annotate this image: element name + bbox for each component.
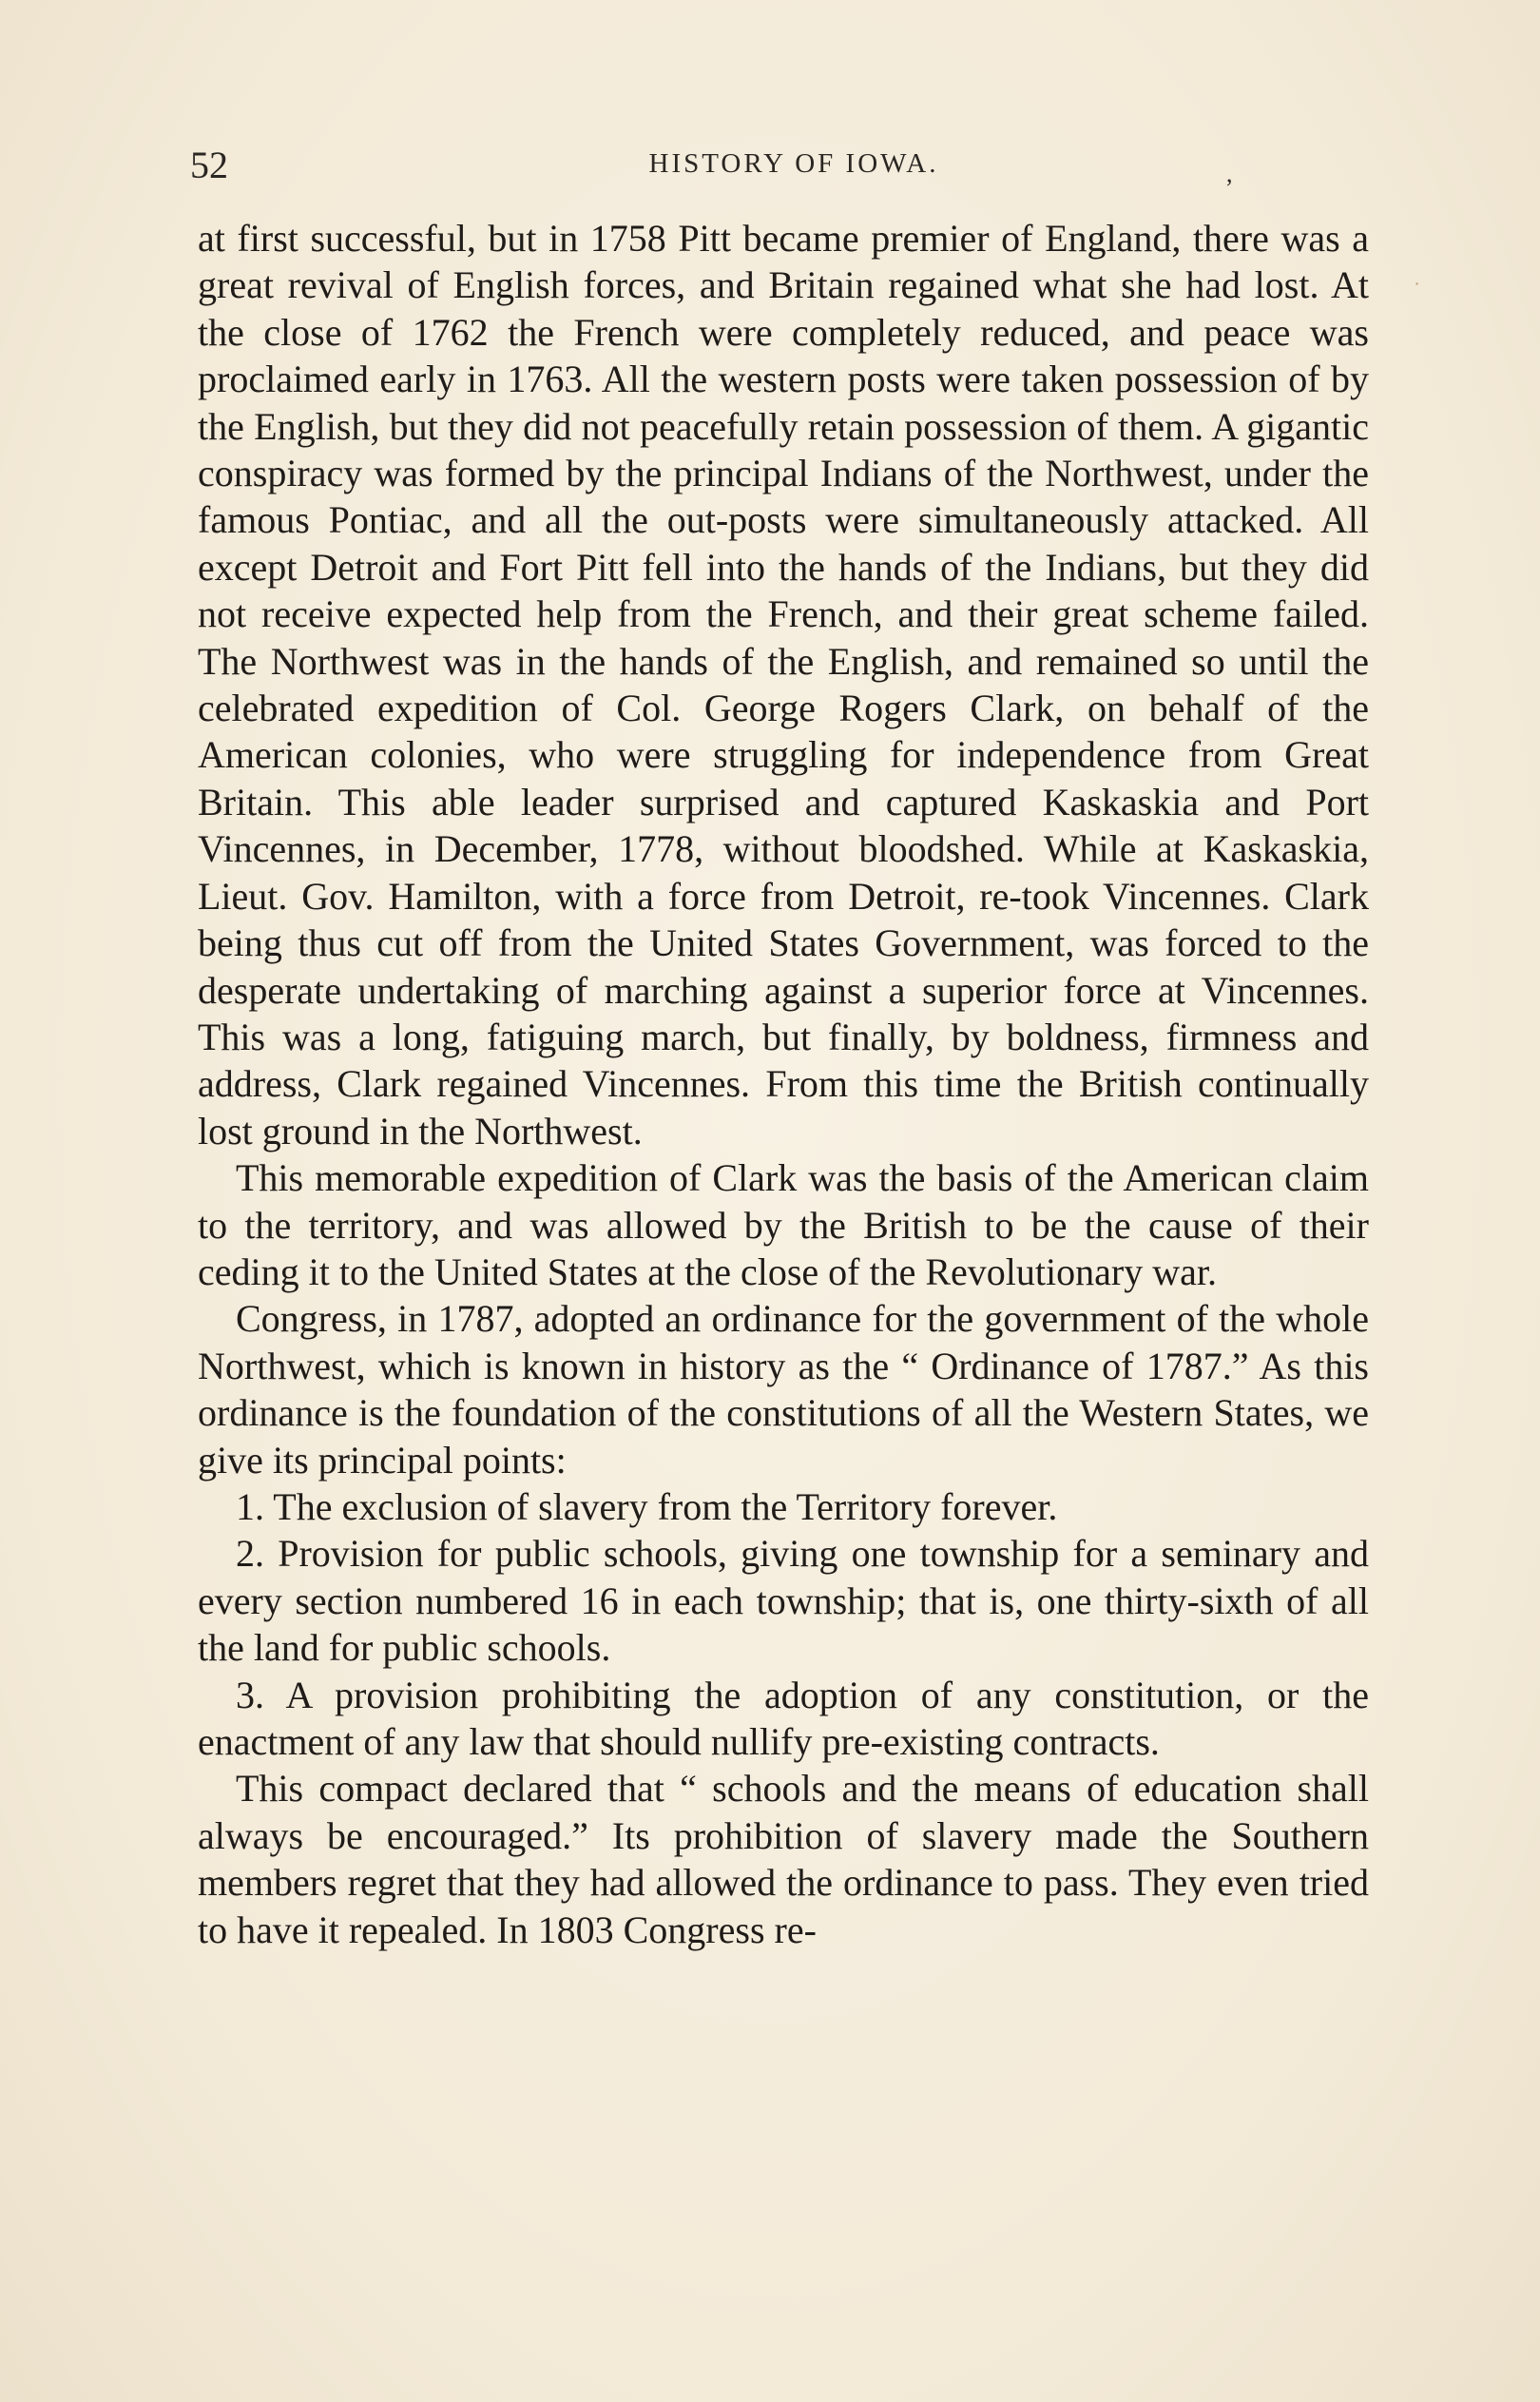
list-item-contracts: 3. A provision prohibiting the adoption of any constitution, or the enactment of any law that should nullify pre-existing contracts. bbox=[198, 1673, 1369, 1763]
list-item-slavery: 1. The exclusion of slavery from the Territory forever. bbox=[236, 1484, 1058, 1528]
paragraph-continuation: at first successful, but in 1758 Pitt became premier of England, there was a great revival of English forces, and Britain regained what she had lost. At the close of 1762 the French were completely reduced, and peace was proclaimed early in 1763. All the western posts were taken possession of by the English, but they did not peacefully retain possession of them. A gigantic conspiracy was formed by the principal Indians of the Northwest, under the famous Pontiac, and all the out-posts were simultaneously attacked. All except Detroit and Fort Pitt fell into the hands of the Indians, but they did not receive expected help from the French, and their great scheme failed. The Northwest was in the hands of the English, and remained so until the celebrated expedition of Col. George Rogers Clark, on behalf of the American colonies, who were struggling for independence from Great Britain. This able leader surprised and captured Kaskaskia and Port Vincennes, in December, 1778, without bloodshed. While at Kaskaskia, Lieut. Gov. Hamilton, with a force from Detroit, re-took Vincennes. Clark being thus cut off from the United States Government, was forced to the desperate undertaking of marching against a superior force at Vincennes. This was a long, fatiguing march, but finally, by boldness, firmness and address, Clark regained Vincennes. From this time the British continually lost ground in the Northwest. bbox=[198, 217, 1369, 1153]
running-head: HISTORY OF IOWA. bbox=[648, 148, 939, 179]
list-item-schools: 2. Provision for public schools, giving one township for a seminary and every section numbered 16 in each township; that is, one thirty-sixth of all the land for public schools. bbox=[198, 1532, 1369, 1670]
margin-mark: ∙ bbox=[1415, 274, 1419, 295]
page-header bbox=[190, 143, 1397, 200]
header-mark: , bbox=[1226, 160, 1233, 187]
paragraph-clark-expedition: This memorable expedition of Clark was the basis of the American claim to the territory, and was allowed by the British to be the cause of their ceding it to the United States at the close of the Revolutionary war. bbox=[198, 1156, 1369, 1293]
paragraph-ordinance-1787: Congress, in 1787, adopted an ordinance for the government of the whole Northwest, which is known in history as the “ Ordinance of 1787.” As this ordinance is the foundation of the constitutions of all the Western States, we give its principal points: bbox=[198, 1297, 1369, 1482]
page-number: 52 bbox=[190, 144, 228, 186]
paragraph-compact: This compact declared that “ schools and the means of education shall always be encouraged.” Its prohibition of slavery made the Southern members regret that they had allowed the ordinance to pass. They even tried to have it repealed. In 1803 Congress re- bbox=[198, 1767, 1369, 1951]
body-text bbox=[198, 215, 1369, 1953]
